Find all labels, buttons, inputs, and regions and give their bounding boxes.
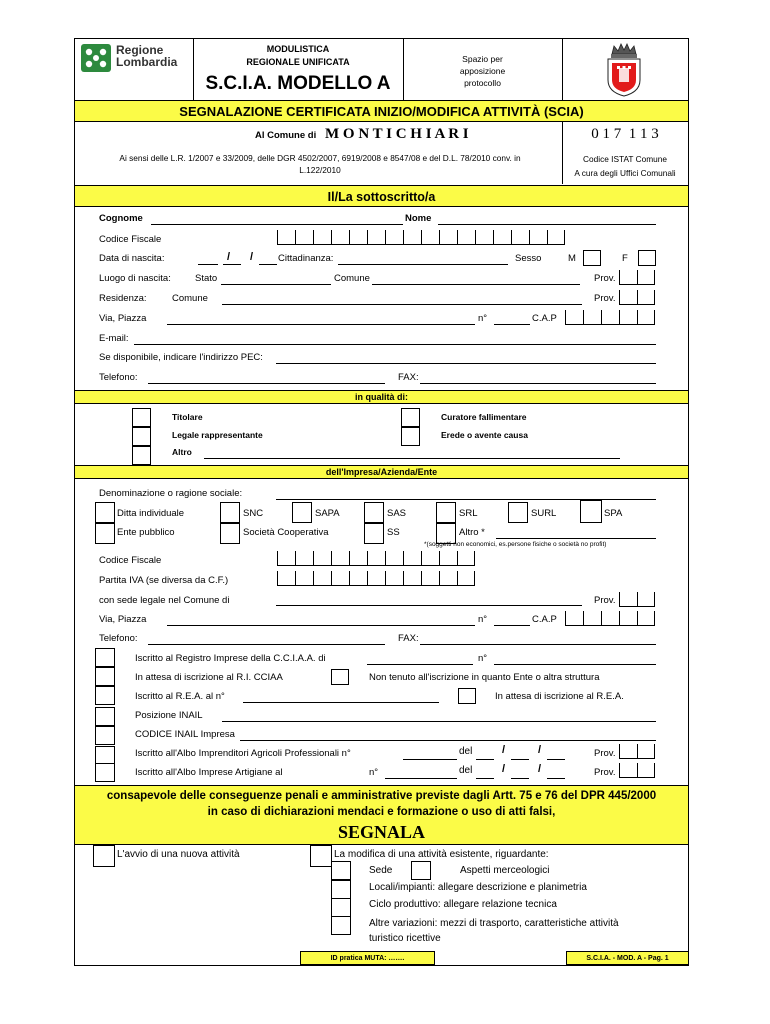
inail-code-field[interactable] — [240, 740, 656, 741]
sede-mod-label: Sede — [369, 865, 393, 876]
aspetti-label: Aspetti merceologici — [460, 865, 550, 876]
sesso-m-checkbox[interactable] — [583, 250, 601, 266]
sas-checkbox[interactable] — [364, 502, 384, 523]
legal-ref-2: L.122/2010 — [299, 165, 341, 175]
protocol-line2: apposizione — [459, 66, 506, 76]
stato-label: Stato — [195, 273, 218, 284]
comune-name: M O N T I C H I A R I — [325, 126, 469, 142]
page-number-band — [566, 951, 689, 965]
registro-checkbox[interactable] — [95, 648, 115, 667]
altro-note: *(soggetti non economici, es.persone fisiche o società no profit) — [424, 541, 607, 548]
scia-title-band — [74, 100, 689, 122]
albo-agri-dd[interactable] — [476, 759, 494, 760]
nuova-attivita-label: L'avvio di una nuova attività — [117, 849, 240, 860]
impresa-cap-label: C.A.P — [532, 614, 557, 625]
registro-label: Iscritto al Registro Imprese della C.C.I.A.A. di — [135, 653, 326, 664]
fax-field[interactable] — [420, 383, 656, 384]
impresa-tel-label: Telefono: — [99, 633, 138, 644]
impresa-cf-boxes[interactable] — [277, 551, 475, 566]
altre-checkbox[interactable] — [331, 916, 351, 935]
cittadinanza-label: Cittadinanza: — [278, 253, 334, 264]
modifica-checkbox[interactable] — [310, 845, 332, 867]
albo-art-mm[interactable] — [511, 778, 529, 779]
modifica-label: La modifica di una attività esistente, riguardante: — [334, 849, 549, 860]
impresa-numero-label: n° — [478, 614, 488, 625]
registro-n-field[interactable] — [494, 664, 656, 665]
coop-label: Società Cooperativa — [243, 527, 329, 538]
inail-field[interactable] — [222, 721, 656, 722]
impresa-fax-field[interactable] — [420, 644, 656, 645]
impresa-prov-boxes[interactable] — [619, 592, 655, 607]
ss-checkbox[interactable] — [364, 523, 384, 544]
inail-code-label: CODICE INAIL Impresa — [135, 729, 235, 740]
modulistica-line2: REGIONALE UNIFICATA — [246, 57, 350, 67]
ente-checkbox[interactable] — [95, 523, 115, 544]
surl-checkbox[interactable] — [508, 502, 528, 523]
cittadinanza-field[interactable] — [338, 264, 508, 265]
frame-bottom — [74, 965, 689, 966]
res-comune-field[interactable] — [222, 304, 582, 305]
email-label: E-mail: — [99, 333, 129, 344]
ss-label: SS — [387, 527, 400, 538]
snc-label: SNC — [243, 508, 264, 519]
albo-agri-mm[interactable] — [511, 759, 529, 760]
dob-month[interactable] — [223, 264, 241, 265]
modulistica-line1: MODULISTICA — [266, 44, 330, 54]
erede-checkbox[interactable] — [401, 427, 420, 446]
albo-art-prov-label: Prov. — [594, 767, 616, 778]
via-field[interactable] — [167, 324, 475, 325]
istat-label-1: Codice ISTAT Comune — [583, 154, 667, 164]
curatore-checkbox[interactable] — [401, 408, 420, 427]
impresa-numero-field[interactable] — [494, 625, 530, 626]
dob-slash-1: / — [227, 251, 231, 263]
pec-field[interactable] — [276, 363, 656, 364]
istat-code: 0 1 7 1 1 3 — [591, 126, 659, 142]
inail-checkbox[interactable] — [95, 707, 115, 726]
qualita-band — [74, 390, 689, 404]
titolare-label: Titolare — [172, 412, 203, 422]
albo-agri-slash-1: / — [502, 744, 506, 756]
ditta-label: Ditta individuale — [117, 508, 185, 519]
sottoscritto-title: Il/La sottoscritto/a — [327, 190, 436, 204]
attesa-ri-label: In attesa di iscrizione al R.I. CCIAA — [135, 672, 283, 683]
logo-line2: Lombardia — [116, 55, 178, 69]
cap-boxes[interactable] — [565, 310, 655, 325]
albo-art-dd[interactable] — [476, 778, 494, 779]
protocol-line3: protocollo — [464, 78, 501, 88]
ditta-checkbox[interactable] — [95, 502, 115, 523]
cognome-field[interactable] — [151, 224, 403, 225]
albo-art-yy[interactable] — [547, 778, 565, 779]
scia-title: SEGNALAZIONE CERTIFICATA INIZIO/MODIFICA ATTIVITÀ (SCIA) — [179, 104, 584, 119]
albo-art-checkbox[interactable] — [95, 763, 115, 782]
cf-boxes[interactable] — [277, 230, 565, 245]
spa-checkbox[interactable] — [580, 500, 602, 523]
registro-field[interactable] — [367, 664, 473, 665]
comune-label: Comune — [334, 273, 370, 284]
spa-label: SPA — [604, 508, 623, 519]
inail-code-checkbox[interactable] — [95, 726, 115, 745]
cf-label: Codice Fiscale — [99, 234, 162, 245]
sapa-checkbox[interactable] — [292, 502, 312, 523]
telefono-label: Telefono: — [99, 372, 138, 383]
albo-art-label: Iscritto all'Albo Imprese Artigiane al — [135, 767, 283, 778]
consapevole-line2: in caso di dichiarazioni mendaci e formazione o uso di atti falsi, — [207, 806, 556, 818]
res-comune-label: Comune — [172, 293, 208, 304]
altre-label-1: Altre variazioni: mezzi di trasporto, caratteristiche attività — [369, 918, 619, 929]
page-number: S.C.I.A. - MOD. A - Pag. 1 — [586, 955, 669, 962]
albo-agri-n-field[interactable] — [403, 759, 457, 760]
rea-field[interactable] — [243, 702, 439, 703]
locali-label: Locali/impianti: allegare descrizione e planimetria — [369, 882, 587, 893]
srl-label: SRL — [459, 508, 478, 519]
erede-label: Erede o avente causa — [441, 430, 528, 440]
consapevole-band — [74, 785, 689, 845]
attesa-rea-label: In attesa di iscrizione al R.E.A. — [495, 691, 624, 702]
impresa-via-label: Via, Piazza — [99, 614, 147, 625]
id-pratica-band — [300, 951, 435, 965]
rea-checkbox[interactable] — [95, 686, 115, 705]
comune-field[interactable] — [372, 284, 580, 285]
numero-field[interactable] — [494, 324, 530, 325]
numero-label: n° — [478, 313, 488, 324]
piva-label: Partita IVA (se diversa da C.F.) — [99, 575, 229, 586]
stato-field[interactable] — [221, 284, 331, 285]
nome-field[interactable] — [438, 224, 656, 225]
impresa-cf-label: Codice Fiscale — [99, 555, 162, 566]
surl-label: SURL — [531, 508, 557, 519]
qualita-title: in qualità di: — [355, 392, 408, 402]
attesa-ri-checkbox[interactable] — [95, 667, 115, 686]
altro-checkbox[interactable] — [132, 446, 151, 465]
impresa-title: dell'Impresa/Azienda/Ente — [325, 467, 438, 477]
titolare-checkbox[interactable] — [132, 408, 151, 427]
municipal-crest-icon — [604, 42, 644, 98]
albo-art-slash-1: / — [502, 763, 506, 775]
cap-label: C.A.P — [532, 313, 557, 324]
albo-art-del: del — [459, 765, 473, 776]
protocol-line1: Spazio per — [462, 54, 503, 64]
consapevole-line1: consapevole delle conseguenze penali e amministrative previste dagli Artt. 75 e 76 del DPR 445/2000 — [106, 790, 657, 802]
sesso-label: Sesso — [515, 253, 542, 264]
nuova-attivita-checkbox[interactable] — [93, 845, 115, 867]
lombardia-rose-icon — [80, 43, 112, 73]
impresa-via-field[interactable] — [167, 625, 475, 626]
prov-boxes-1[interactable] — [619, 270, 655, 285]
impresa-tel-field[interactable] — [148, 644, 385, 645]
dob-year[interactable] — [259, 264, 277, 265]
altre-label-2: turistico ricettive — [369, 933, 441, 944]
sapa-label: SAPA — [315, 508, 340, 519]
prov-label-2: Prov. — [594, 293, 616, 304]
istat-label-2: A cura degli Uffici Comunali — [574, 168, 676, 178]
curatore-label: Curatore fallimentare — [441, 412, 527, 422]
impresa-fax-label: FAX: — [398, 633, 419, 644]
id-pratica: ID pratica MUTA: ……. — [330, 955, 405, 962]
impresa-prov-label: Prov. — [594, 595, 616, 606]
data-nascita-label: Data di nascita: — [99, 253, 165, 264]
altro-field[interactable] — [204, 458, 620, 459]
albo-agri-label: Iscritto all'Albo Imprenditori Agricoli Professionali n° — [135, 748, 351, 759]
fax-label: FAX: — [398, 372, 419, 383]
ciclo-label: Ciclo produttivo: allegare relazione tecnica — [369, 899, 557, 910]
sede-checkbox[interactable] — [331, 861, 351, 880]
altro-impresa-field[interactable] — [496, 538, 656, 539]
email-field[interactable] — [134, 344, 656, 345]
dob-day[interactable] — [198, 264, 218, 265]
srl-checkbox[interactable] — [436, 502, 456, 523]
snc-checkbox[interactable] — [220, 502, 240, 523]
albo-art-n-field[interactable] — [385, 778, 457, 779]
pec-label: Se disponibile, indicare l'indirizzo PEC: — [99, 352, 263, 363]
logo-line1: Regione — [116, 43, 164, 57]
albo-agri-prov-boxes[interactable] — [619, 744, 655, 759]
locali-checkbox[interactable] — [331, 880, 351, 899]
albo-art-slash-2: / — [538, 763, 542, 775]
albo-art-n-label: n° — [369, 767, 379, 778]
luogo-label: Luogo di nascita: — [99, 273, 171, 284]
rea-label: Iscritto al R.E.A. al n° — [135, 691, 225, 702]
legale-label: Legale rappresentante — [172, 430, 263, 440]
nome-label: Nome — [405, 213, 432, 224]
prov-label-1: Prov. — [594, 273, 616, 284]
inail-label: Posizione INAIL — [135, 710, 203, 721]
albo-agri-yy[interactable] — [547, 759, 565, 760]
coop-checkbox[interactable] — [220, 523, 240, 544]
piva-boxes[interactable] — [277, 571, 475, 586]
m-label: M — [568, 253, 576, 264]
impresa-band — [74, 465, 689, 479]
sede-label: con sede legale nel Comune di — [99, 595, 230, 606]
albo-art-prov-boxes[interactable] — [619, 763, 655, 778]
dob-slash-2: / — [250, 251, 254, 263]
legale-checkbox[interactable] — [132, 427, 151, 446]
segnala-title: SEGNALA — [337, 822, 426, 842]
telefono-field[interactable] — [148, 383, 385, 384]
f-label: F — [622, 253, 628, 264]
model-title: S.C.I.A. MODELLO A — [205, 73, 391, 94]
non-tenuto-checkbox[interactable] — [331, 669, 349, 685]
frame-top — [74, 38, 688, 39]
via-label: Via, Piazza — [99, 313, 147, 324]
registro-n-label: n° — [478, 653, 488, 664]
denominazione-label: Denominazione o ragione sociale: — [99, 488, 243, 499]
albo-agri-prov-label: Prov. — [594, 748, 616, 759]
sede-field[interactable] — [276, 605, 582, 606]
legal-ref-1: Ai sensi delle L.R. 1/2007 e 33/2009, delle DGR 4502/2007, 6919/2008 e 8547/08 e del D.L. 78/2010 conv. in — [119, 153, 521, 163]
non-tenuto-label: Non tenuto all'iscrizione in quanto Ente o altra struttura — [369, 672, 600, 683]
cognome-label: Cognome — [99, 213, 143, 224]
ente-label: Ente pubblico — [117, 527, 175, 538]
altro-label: Altro — [172, 447, 192, 457]
sottoscritto-band — [74, 185, 689, 207]
albo-agri-del: del — [459, 746, 473, 757]
attesa-rea-checkbox[interactable] — [458, 688, 476, 704]
albo-agri-slash-2: / — [538, 744, 542, 756]
sas-label: SAS — [387, 508, 407, 519]
residenza-label: Residenza: — [99, 293, 147, 304]
sesso-f-checkbox[interactable] — [638, 250, 656, 266]
aspetti-checkbox[interactable] — [411, 861, 431, 880]
comune-prefix: Al Comune di — [255, 130, 317, 141]
prov-boxes-2[interactable] — [619, 290, 655, 305]
impresa-cap-boxes[interactable] — [565, 611, 655, 626]
region-logo — [80, 43, 190, 73]
hdr-div-3 — [562, 38, 563, 100]
altro-impresa-label: Altro * — [459, 527, 485, 538]
ciclo-checkbox[interactable] — [331, 898, 351, 917]
